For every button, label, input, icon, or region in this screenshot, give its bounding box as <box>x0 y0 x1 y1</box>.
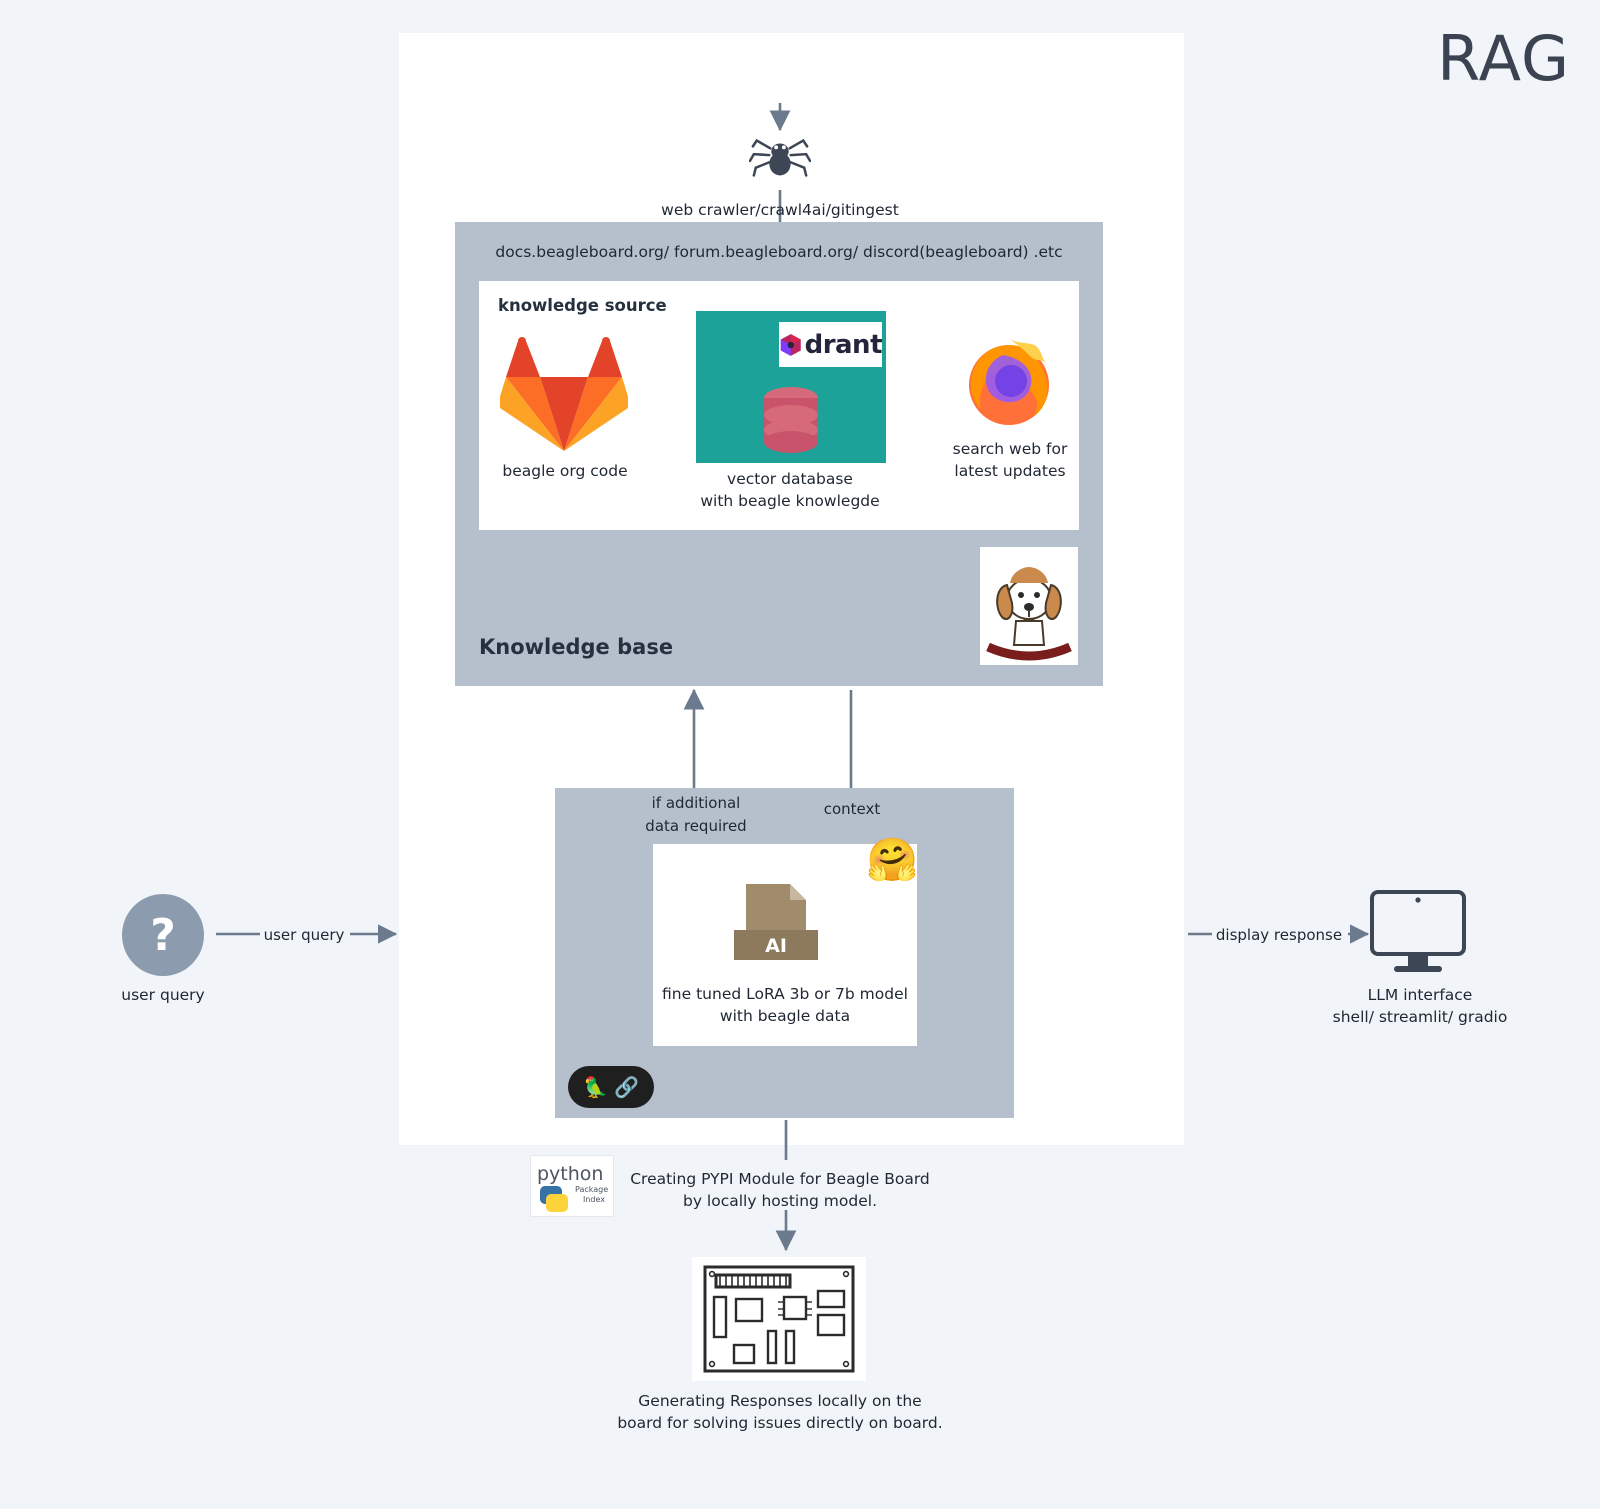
link-icon: 🔗 <box>614 1075 639 1099</box>
if-additional-data-label <box>616 792 776 837</box>
qdrant-logo-text: drant <box>804 329 882 360</box>
spider-icon <box>749 127 811 189</box>
llm-interface-line1: LLM interface <box>1367 986 1473 1004</box>
vector-database-caption <box>690 468 890 513</box>
display-response-label: display response <box>1215 926 1343 944</box>
if-additional-line1: if additional <box>651 794 741 812</box>
ai-model-icon <box>724 884 828 964</box>
board-caption-line1: Generating Responses locally on the <box>638 1392 922 1410</box>
gitlab-icon <box>500 333 628 453</box>
model-caption-line1: fine tuned LoRA 3b or 7b model <box>662 985 908 1003</box>
if-additional-line2: data required <box>645 816 747 835</box>
llm-interface-line2: shell/ streamlit/ gradio <box>1332 1008 1508 1027</box>
question-mark-symbol: ? <box>150 909 176 961</box>
svg-text:Package: Package <box>575 1185 609 1194</box>
langchain-pill <box>568 1066 654 1108</box>
user-query-caption: user query <box>121 986 205 1004</box>
python-package-index-logo <box>530 1155 614 1217</box>
model-caption <box>640 983 930 1028</box>
page-title: RAG <box>1437 22 1570 95</box>
database-icon <box>752 385 830 457</box>
knowledge-source-title: knowledge source <box>498 296 667 315</box>
vector-database-caption-line2: with beagle knowlegde <box>700 492 880 511</box>
beagle-dog-logo <box>980 547 1078 665</box>
knowledge-sources-line: docs.beagleboard.org/ forum.beagleboard.org/ discord(beagleboard) .etc <box>495 243 1063 261</box>
langchain-parrot-icon: 🦜 <box>583 1075 608 1099</box>
single-board-computer-icon <box>692 1257 866 1381</box>
firefox-caption-line1: search web for <box>952 440 1068 458</box>
pypi-caption-line1: Creating PYPI Module for Beagle Board <box>630 1170 930 1188</box>
llm-interface-caption <box>1320 984 1520 1029</box>
gitlab-caption: beagle org code <box>502 462 628 480</box>
qdrant-logo <box>779 322 882 367</box>
hugging-face-icon: 🤗 <box>866 835 919 884</box>
pypi-caption <box>620 1168 940 1213</box>
firefox-icon <box>963 337 1055 429</box>
svg-text:python: python <box>537 1163 604 1185</box>
board-caption <box>610 1390 950 1435</box>
monitor-icon <box>1370 890 1466 976</box>
board-caption-line2: board for solving issues directly on board. <box>617 1414 943 1433</box>
svg-text:Index: Index <box>583 1195 606 1204</box>
vector-database-caption-line1: vector database <box>727 470 853 488</box>
model-caption-line2: with beagle data <box>719 1007 851 1026</box>
pypi-caption-line2: by locally hosting model. <box>682 1192 877 1211</box>
knowledge-base-label: Knowledge base <box>479 635 674 659</box>
firefox-caption-line2: latest updates <box>954 462 1066 481</box>
firefox-caption <box>930 438 1090 483</box>
question-mark-icon <box>122 894 204 976</box>
context-label: context <box>823 800 881 818</box>
svg-text:AI: AI <box>765 935 787 957</box>
web-crawler-label: web crawler/crawl4ai/gitingest <box>661 201 899 219</box>
user-query-arrow-label: user query <box>263 926 345 944</box>
